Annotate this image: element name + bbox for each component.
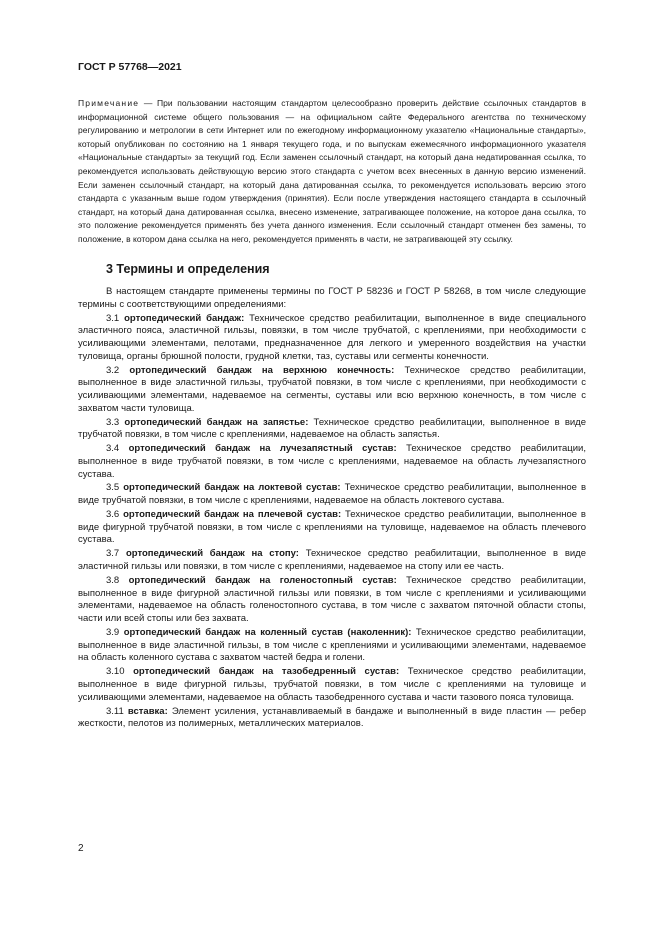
term-definition-3-3 — [78, 417, 586, 442]
term-definition-3-7 — [78, 548, 586, 573]
term-definition-3-4 — [78, 443, 586, 481]
note-text: — При пользовании настоящим стандартом целесообразно проверить действие ссылочных стандартов в информационной системе общего пользования — на официальном сайте Федерального агентства по техническому регулированию и метрологии в сети Интернет или по ежегодному информационному указателю «Национальные стандарты», который опубликован по состоянию на 1 января текущего года, и по выпускам ежемесячного информационного указателя «Национальные стандарты» за текущий год. Если заменен ссылочный стандарт, на который дана недатированная ссылка, то рекомендуется использовать действующую версию этого стандарта с учетом всех внесенных в данную версию изменений. Если заменен ссылочный стандарт, на который дана датированная ссылка, то рекомендуется использовать версию этого стандарта с указанным выше годом утверждения (принятия). Если после утверждения настоящего стандарта в ссылочный стандарт, на который дана датированная ссылка, внесено изменение, затрагивающее положение, на которое дана ссылка, то это положение рекомендуется применять без учета данного изменения. Если ссылочный стандарт отменен без замены, то положение, в котором дана ссылка на него, рекомендуется применять в части, не затрагивающей эту ссылку. — [78, 98, 586, 244]
term-definition-text: Техническое средство реабилитации, выполненное в виде трубчатой повязки, в том числе с креплениями, надеваемое на область лучезапястного сустава. — [78, 443, 586, 480]
term-number: 3.4 — [106, 443, 129, 455]
term-number: 3.2 — [106, 364, 130, 376]
reference-note — [78, 97, 586, 247]
term-name: ортопедический бандаж на лучезапястный сустав: — [128, 443, 397, 455]
document-header: ГОСТ Р 57768—2021 — [78, 61, 182, 73]
page-number: 2 — [78, 843, 84, 854]
term-definition-text: Техническое средство реабилитации, выполненное в виде фигурной гильзы, трубчатой повязки, в том числе с креплениями на туловище и усиливающими элементами, надеваемое на область тазобедренного сустава и части тазового пояса туловища. — [78, 666, 586, 703]
term-definition-text: Техническое средство реабилитации, выполненное в виде трубчатой повязки, в том числе с креплениями, надеваемое на область запястья. — [78, 416, 586, 441]
term-number: 3.6 — [106, 509, 124, 521]
term-definition-text: Элемент усиления, устанавливаемый в бандаже и выполненный в виде пластин — ребер жесткости, пелотов из полимерных, металлических материалов. — [78, 705, 586, 730]
term-definition-3-10 — [78, 666, 586, 704]
term-number: 3.8 — [106, 574, 129, 586]
term-definition-3-11 — [78, 706, 586, 731]
term-definition-text: Техническое средство реабилитации, выполненное в виде эластичной гильзы, трубчатой повязки, в том числе с креплениями, при необходимости с усиливающими элементами, надеваемое на сегменты, суставы или всю верхнюю конечность, в том числе с захватом части туловища. — [78, 364, 586, 414]
term-name: ортопедический бандаж на локтевой сустав: — [123, 482, 341, 494]
term-number: 3.5 — [106, 482, 124, 494]
term-definition-3-2 — [78, 365, 586, 416]
term-number: 3.11 — [106, 705, 128, 717]
term-number: 3.9 — [106, 626, 124, 638]
term-definition-text: Техническое средство реабилитации, выполненное в виде специального эластичного пояса, эластичной гильзы, повязки, в том числе трубчатой, с креплениями, при необходимости с усиливающими элементами, пелотами, предназначенное для легкого и умеренного воздействия на участки туловища, органы брюшной полости, грудной клетки, таз, суставы или сегменты конечности. — [78, 312, 586, 362]
term-name: ортопедический бандаж на верхнюю конечность: — [129, 364, 395, 376]
term-name: ортопедический бандаж на плечевой сустав: — [123, 509, 342, 521]
term-number: 3.10 — [106, 666, 134, 678]
term-name: ортопедический бандаж: — [124, 312, 245, 324]
term-name: ортопедический бандаж на запястье: — [124, 416, 309, 428]
term-definition-text: Техническое средство реабилитации, выполненное в виде трубчатой повязки, в том числе с креплениями, надеваемое на область локтевого сустава. — [78, 482, 586, 507]
term-name: ортопедический бандаж на стопу: — [125, 548, 299, 560]
term-definition-text: Техническое средство реабилитации, выполненное в виде фигурной эластичной гильзы или повязки, в том числе с креплениями и усиливающими элементами, надеваемое на область голеностопного сустава, в том числе с захватом пяточной области стопы, части или всей стопы или без захвата. — [78, 574, 586, 625]
term-definition-text: Техническое средство реабилитации, выполненное в виде фигурной трубчатой повязки, в том числе с креплениями на туловище, надеваемое на область плечевого сустава. — [78, 509, 586, 546]
term-number: 3.3 — [106, 416, 125, 428]
term-definition-3-6 — [78, 509, 586, 547]
term-name: ортопедический бандаж на коленный сустав (наколенник): — [123, 626, 412, 638]
term-name: ортопедический бандаж на голеностопный сустав: — [128, 574, 397, 586]
term-number: 3.7 — [106, 548, 126, 560]
term-definition-text: Техническое средство реабилитации, выполненное в виде эластичной гильзы или повязки, в том числе с креплениями, надеваемое на стопу или ее часть. — [78, 548, 586, 573]
term-definition-3-1 — [78, 313, 586, 364]
section-intro: В настоящем стандарте применены термины по ГОСТ Р 58236 и ГОСТ Р 58268, в том числе следующие термины с соответствующими определениями: — [78, 286, 586, 310]
term-definition-text: Техническое средство реабилитации, выполненное в виде эластичной гильзы, в том числе с креплениями и усиливающими элементами, надеваемое на область коленного сустава с захватом частей бедра и голени. — [78, 626, 586, 664]
term-definition-3-8 — [78, 575, 586, 626]
section-title: 3 Термины и определения — [106, 262, 270, 276]
term-definition-3-5 — [78, 482, 586, 507]
section-body — [78, 286, 586, 732]
term-definition-3-9 — [78, 627, 586, 665]
note-label: Примечание — [78, 98, 140, 108]
term-name: вставка: — [127, 705, 168, 717]
term-name: ортопедический бандаж на тазобедренный сустав: — [133, 666, 400, 678]
term-number: 3.1 — [106, 312, 125, 324]
